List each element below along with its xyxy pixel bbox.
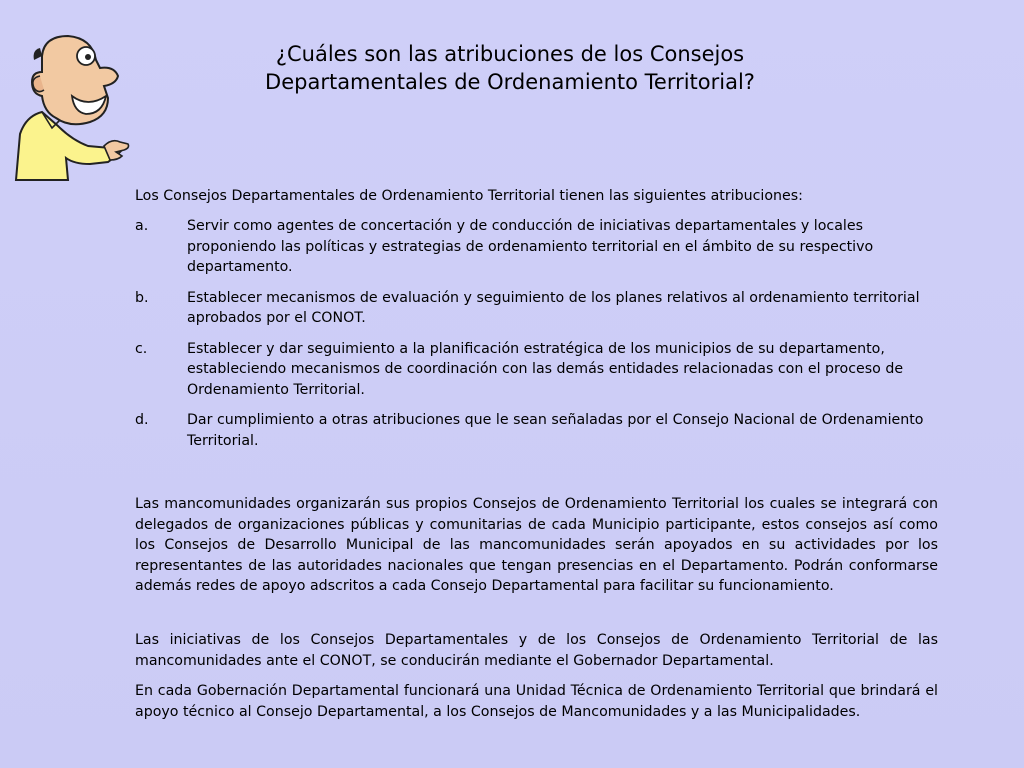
list-item-letter: d. [135, 412, 149, 428]
intro-text: Los Consejos Departamentales de Ordenamiento Territorial tienen las siguientes atribuciones: [135, 188, 803, 204]
list-item-text: Servir como agentes de concertación y de conducción de iniciativas departamentales y locales proponiendo las políticas y estrategias de ordenamiento territorial en el ámbito de su respectivo departamento. [187, 218, 874, 275]
slide-title: ¿Cuáles son las atribuciones de los Consejos Departamentales de Ordenamiento Territorial? [265, 42, 755, 94]
list-item-letter: c. [135, 340, 148, 357]
list-item [135, 410, 945, 451]
pointing-man-icon [12, 30, 130, 182]
attributions-list [135, 216, 945, 461]
list-item [135, 339, 945, 401]
gobernacion-paragraph: En cada Gobernación Departamental funcionará una Unidad Técnica de Ordenamiento Territorial que brindará el apoyo técnico al Consejo Departamental, a los Consejos de Mancomunidades y a las Municipalidades. [135, 683, 938, 720]
list-item [135, 216, 945, 278]
list-item [135, 288, 945, 329]
list-item-text: Establecer y dar seguimiento a la planificación estratégica de los municipios de su departamento, estableciendo mecanismos de coordinación con las demás entidades relacionadas con el proceso de Ordenamiento Territorial. [187, 340, 904, 398]
iniciativas-paragraph: Las iniciativas de los Consejos Departamentales y de los Consejos de Ordenamiento Territorial de las mancomunidades ante el CONOT, se conducirán mediante el Gobernador Departamental. [135, 632, 938, 669]
list-item-letter: b. [135, 289, 149, 306]
list-item-letter: a. [135, 218, 149, 234]
mancomunidades-paragraph: Las mancomunidades organizarán sus propios Consejos de Ordenamiento Territorial los cuales se integrará con delegados de organizaciones públicas y comunitarias de cada Municipio participante, estos consejos así como los Consejos de Desarrollo Municipal de las mancomunidades serán apoyados en su actividades por los representantes de las autoridades nacionales que tengan presencias en el Departamento. Podrán conformarse además redes de apoyo adscritos a cada Consejo Departamental para facilitar su funcionamiento. [135, 496, 938, 594]
list-item-text: Dar cumplimiento a otras atribuciones que le sean señaladas por el Consejo Nacional de Ordenamiento Territorial. [187, 412, 924, 449]
list-item-text: Establecer mecanismos de evaluación y seguimiento de los planes relativos al ordenamiento territorial aprobados por el CONOT. [187, 289, 920, 326]
